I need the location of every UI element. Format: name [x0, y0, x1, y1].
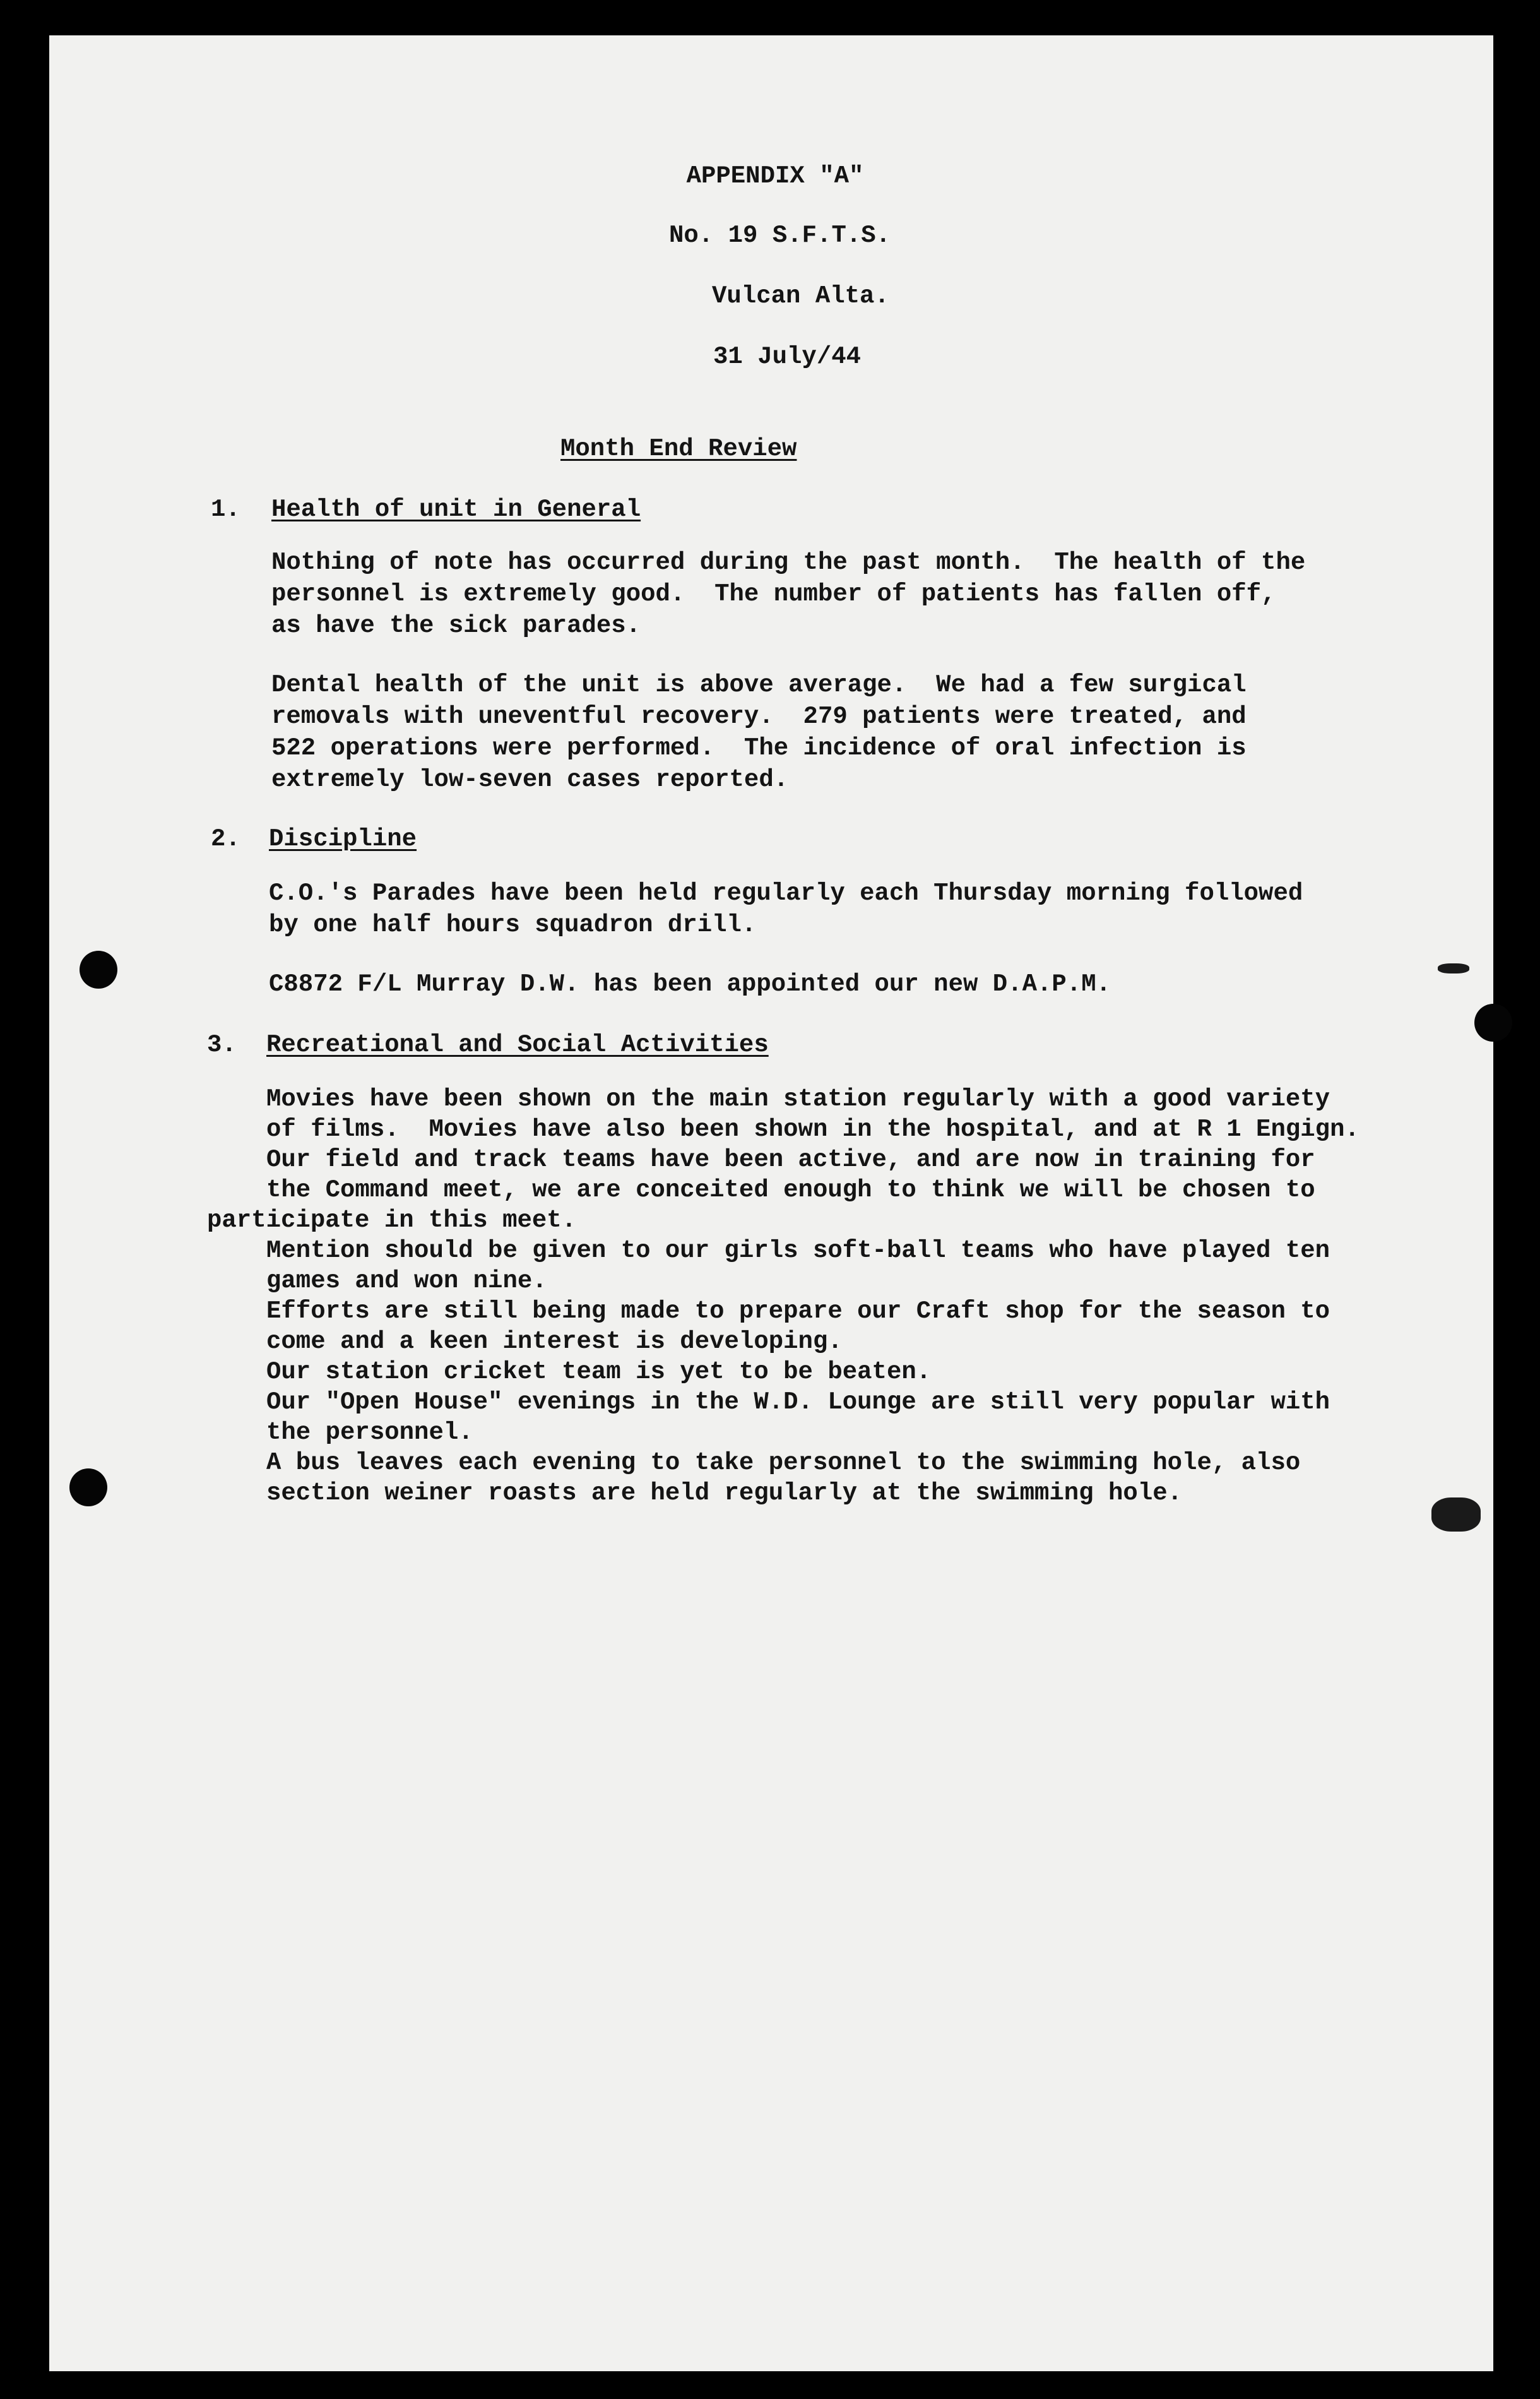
section-heading: Discipline — [269, 825, 417, 853]
ink-smudge — [1431, 1497, 1481, 1532]
unit-name: No. 19 S.F.T.S. — [669, 222, 891, 249]
paragraph-line: Mention should be given to our girls soft-ball teams who have played ten — [266, 1237, 1330, 1265]
paragraph-line: participate in this meet. — [207, 1206, 577, 1234]
section-heading: Recreational and Social Activities — [266, 1031, 769, 1059]
paragraph-line: extremely low-seven cases reported. — [271, 766, 789, 794]
page-title: Month End Review — [560, 435, 797, 463]
section-number: 2. — [211, 825, 240, 853]
punch-hole-left-top — [80, 951, 117, 989]
paragraph-line: the Command meet, we are conceited enough to think we will be chosen to — [266, 1176, 1315, 1204]
paragraph-line: C.O.'s Parades have been held regularly each Thursday morning followed — [269, 879, 1303, 907]
paragraph-line: Nothing of note has occurred during the past month. The health of the — [271, 549, 1306, 576]
paragraph-line: Dental health of the unit is above average. We had a few surgical — [271, 671, 1247, 699]
paragraph-line: A bus leaves each evening to take personnel to the swimming hole, also — [266, 1449, 1301, 1477]
paragraph-line: C8872 F/L Murray D.W. has been appointed our new D.A.P.M. — [269, 970, 1111, 998]
paragraph-line: Our field and track teams have been active, and are now in training for — [266, 1146, 1315, 1174]
paragraph-line: the personnel. — [266, 1419, 473, 1446]
paragraph-line: personnel is extremely good. The number of patients has fallen off, — [271, 580, 1276, 608]
document-date: 31 July/44 — [713, 343, 862, 371]
paragraph-line: games and won nine. — [266, 1267, 547, 1295]
paragraph-line: Movies have been shown on the main station regularly with a good variety — [266, 1085, 1330, 1113]
paragraph-line: 522 operations were performed. The incidence of oral infection is — [271, 734, 1247, 762]
paragraph-line: removals with uneventful recovery. 279 patients were treated, and — [271, 703, 1247, 730]
paragraph-line: section weiner roasts are held regularly at the swimming hole. — [266, 1479, 1183, 1507]
location: Vulcan Alta. — [712, 282, 889, 310]
ink-mark — [1438, 963, 1469, 973]
document-page — [49, 35, 1493, 2371]
paragraph-line: Our station cricket team is yet to be beaten. — [266, 1358, 932, 1386]
section-heading: Health of unit in General — [271, 496, 641, 523]
section-number: 1. — [211, 496, 240, 523]
appendix-label: APPENDIX "A" — [686, 162, 864, 190]
punch-hole-left-bottom — [69, 1468, 107, 1506]
paragraph-line: come and a keen interest is developing. — [266, 1328, 843, 1355]
paragraph-line: Efforts are still being made to prepare our Craft shop for the season to — [266, 1297, 1330, 1325]
paragraph-line: by one half hours squadron drill. — [269, 911, 757, 939]
punch-hole-right — [1474, 1004, 1512, 1042]
paragraph-line: of films. Movies have also been shown in the hospital, and at R 1 Engign. — [266, 1116, 1359, 1143]
paragraph-line: Our "Open House" evenings in the W.D. Lounge are still very popular with — [266, 1388, 1330, 1416]
section-number: 3. — [207, 1031, 237, 1059]
paragraph-line: as have the sick parades. — [271, 612, 641, 640]
